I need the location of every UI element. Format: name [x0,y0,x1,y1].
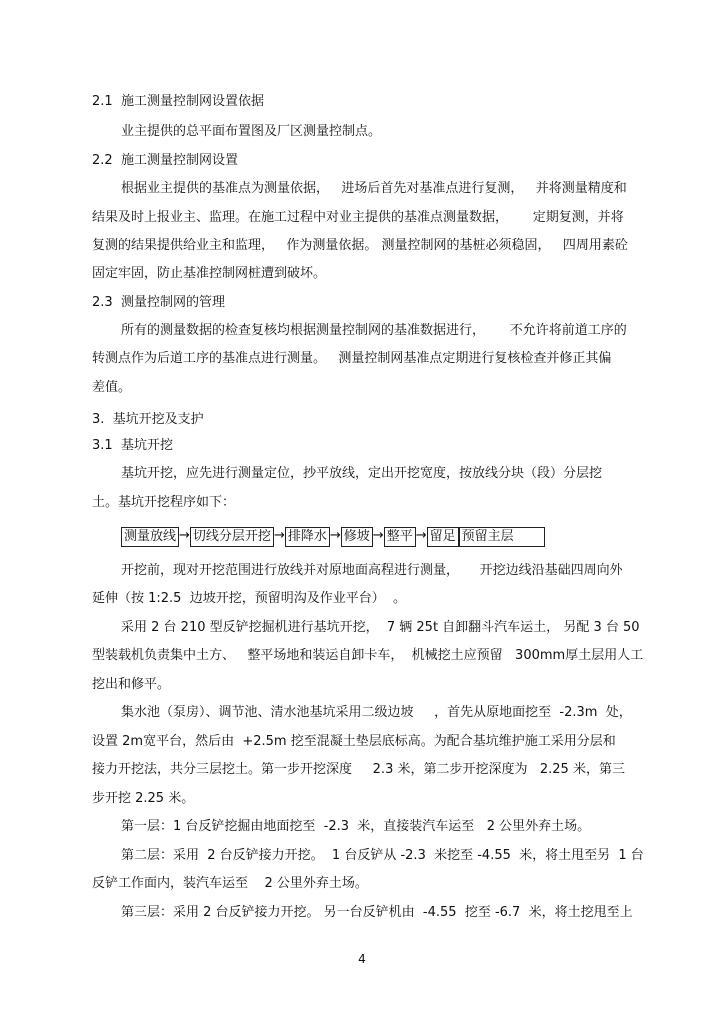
heading-3-1: 3.1 基坑开挖 [92,438,173,453]
paragraph-line: 型装载机负责集中土方、 整平场地和装运自卸卡车， 机械挖土应预留 300mm厚土层用人工 [92,648,644,663]
paragraph-line: 转测点作为后道工序的基准点进行测量。 测量控制网基准点定期进行复核检查并修正其偏 [92,351,612,366]
paragraph-line: 差值。 [92,380,132,395]
paragraph-line: 接力开挖法，共分三层挖土。第一步开挖深度 2.3 米，第二步开挖深度为 2.25 米，第三 [92,762,625,777]
flow-step-box: 排降水 [285,527,330,547]
flow-step-box: 预留主层 [459,527,545,547]
arrow-icon: → [415,528,427,543]
paragraph-line: 反铲工作面内，装汽车运至 2 公里外弃土场。 [92,876,368,891]
heading-2-2: 2.2 施工测量控制网设置 [92,153,238,168]
paragraph-line: 第一层：1 台反铲挖掘由地面挖至 -2.3 米，直接装汽车运至 2 公里外弃土场。 [121,819,591,834]
flow-step-box: 切线分层开挖 [190,527,274,547]
excavation-flow-diagram [121,527,545,547]
paragraph-line: 固定牢固，防止基准控制网桩遭到破坏。 [92,266,327,281]
heading-2-3: 2.3 测量控制网的管理 [92,295,225,310]
arrow-icon: → [273,528,285,543]
flow-step-box: 修坡 [341,527,373,547]
arrow-icon: → [329,528,341,543]
paragraph-line: 所有的测量数据的检查复核均根据测量控制网的基准数据进行， 不允许将前道工序的 [121,323,627,338]
paragraph-line: 基坑开挖，应先进行测量定位，抄平放线，定出开挖宽度，按放线分块（段）分层挖 [121,466,603,481]
flow-step-box: 整平 [384,527,416,547]
paragraph-line: 集水池（泵房）、调节池、清水池基坑采用二级边坡 ，首先从原地面挖至 -2.3m 处， [121,705,632,720]
paragraph-line: 根据业主提供的基准点为测量依据， 进场后首先对基准点进行复测， 并将测量精度和 [121,181,627,196]
paragraph-line: 第二层：采用 2 台反铲接力开挖。 1 台反铲从 -2.3 米挖至 -4.55 米，将土甩至另 1 台 [121,848,644,863]
arrow-icon: → [179,528,190,543]
paragraph-line: 采用 2 台 210 型反铲挖掘机进行基坑开挖， 7 辆 25t 自卸翻斗汽车运土， 另配 3 台 50 [121,620,640,635]
flow-step-box: 留足 [427,527,459,547]
paragraph-line: 延伸（按 1:2.5 边坡开挖，预留明沟及作业平台） 。 [92,591,406,606]
paragraph-line: 步开挖 2.25 米。 [92,791,195,806]
paragraph-line: 挖出和修平。 [92,677,171,692]
paragraph-line: 开挖前，现对开挖范围进行放线并对原地面高程进行测量， 开挖边线沿基础四周向外 [121,563,623,578]
paragraph-line: 土。基坑开挖程序如下： [92,495,236,510]
paragraph-line: 设置 2m宽平台，然后由 +2.5m 挖至混凝土垫层底标高。为配合基坑维护施工采用分层和 [92,734,616,749]
paragraph-line: 业主提供的总平面布置图及厂区测量控制点。 [121,124,382,139]
paragraph-line: 复测的结果提供给业主和监理， 作为测量依据。 测量控制网的基桩必须稳固， 四周用素砼 [92,238,628,253]
page-number: 4 [358,952,366,966]
heading-2-1: 2.1 施工测量控制网设置依据 [92,94,264,109]
heading-3: 3. 基坑开挖及支护 [92,412,204,427]
flow-step-box: 测量放线 [121,527,179,547]
arrow-icon: → [372,528,384,543]
paragraph-line: 结果及时上报业主、监理。在施工过程中对业主提供的基准点测量数据， 定期复测，并将 [92,210,624,225]
paragraph-line: 第三层：采用 2 台反铲接力开挖。 另一台反铲机由 -4.55 挖至 -6.7 米，将土挖甩至上 [121,905,633,920]
